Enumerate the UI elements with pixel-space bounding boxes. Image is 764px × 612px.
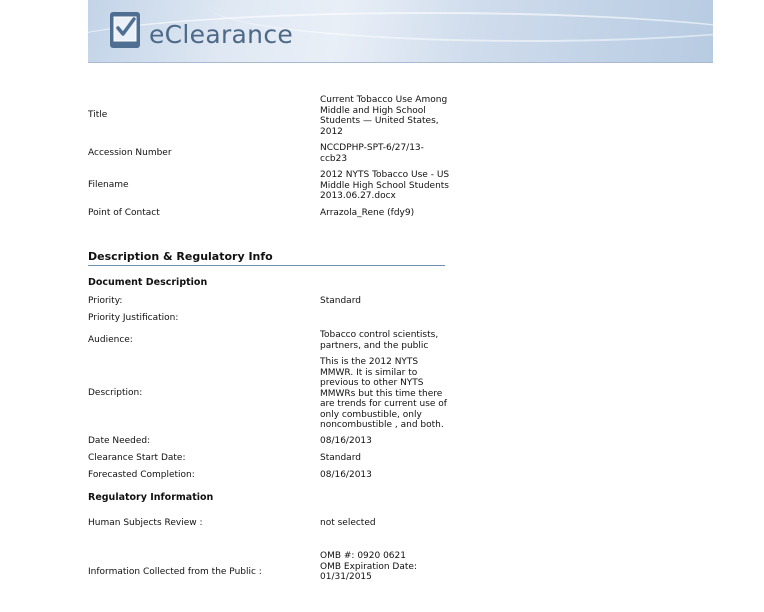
clearance-start-date-label: Clearance Start Date: bbox=[88, 453, 186, 463]
description-label: Description: bbox=[88, 388, 143, 398]
priority-value: Standard bbox=[320, 296, 361, 306]
title-label: Title bbox=[88, 110, 108, 120]
header-banner bbox=[88, 0, 713, 63]
forecasted-completion-value: 08/16/2013 bbox=[320, 470, 372, 480]
brand-logo-text: eClearance bbox=[149, 20, 294, 49]
audience-value: Tobacco control scientists, partners, and the public bbox=[320, 330, 439, 351]
priority-justification-label: Priority Justification: bbox=[88, 313, 179, 323]
human-subjects-review-value: not selected bbox=[320, 518, 376, 528]
document-description-heading: Document Description bbox=[88, 277, 208, 288]
information-collected-value: OMB #: 0920 0621 OMB Expiration Date: 01/31/2015 bbox=[320, 551, 417, 582]
accession-number-value: NCCDPHP-SPT-6/27/13-ccb23 bbox=[320, 143, 424, 164]
title-value: Current Tobacco Use Among Middle and High School Students — United States, 2012 bbox=[320, 95, 448, 137]
information-collected-label: Information Collected from the Public : bbox=[88, 567, 262, 577]
priority-label: Priority: bbox=[88, 296, 123, 306]
filename-label: Filename bbox=[88, 180, 129, 190]
date-needed-label: Date Needed: bbox=[88, 436, 151, 446]
section-title: Description & Regulatory Info bbox=[88, 250, 445, 266]
human-subjects-review-label: Human Subjects Review : bbox=[88, 518, 203, 528]
date-needed-value: 08/16/2013 bbox=[320, 436, 372, 446]
audience-label: Audience: bbox=[88, 335, 133, 345]
forecasted-completion-label: Forecasted Completion: bbox=[88, 470, 195, 480]
point-of-contact-label: Point of Contact bbox=[88, 208, 160, 218]
regulatory-information-heading: Regulatory Information bbox=[88, 492, 214, 503]
clearance-start-date-value: Standard bbox=[320, 453, 361, 463]
description-value: This is the 2012 NYTS MMWR. It is similar to previous to other NYTS MMWRs but this time there are trends for current use of only combustible, only noncombustible , and both. bbox=[320, 357, 447, 430]
filename-value: 2012 NYTS Tobacco Use - US Middle High School Students 2013.06.27.docx bbox=[320, 170, 450, 201]
point-of-contact-value: Arrazola_Rene (fdy9) bbox=[320, 208, 415, 218]
accession-number-label: Accession Number bbox=[88, 148, 172, 158]
checkbox-icon bbox=[109, 11, 141, 49]
